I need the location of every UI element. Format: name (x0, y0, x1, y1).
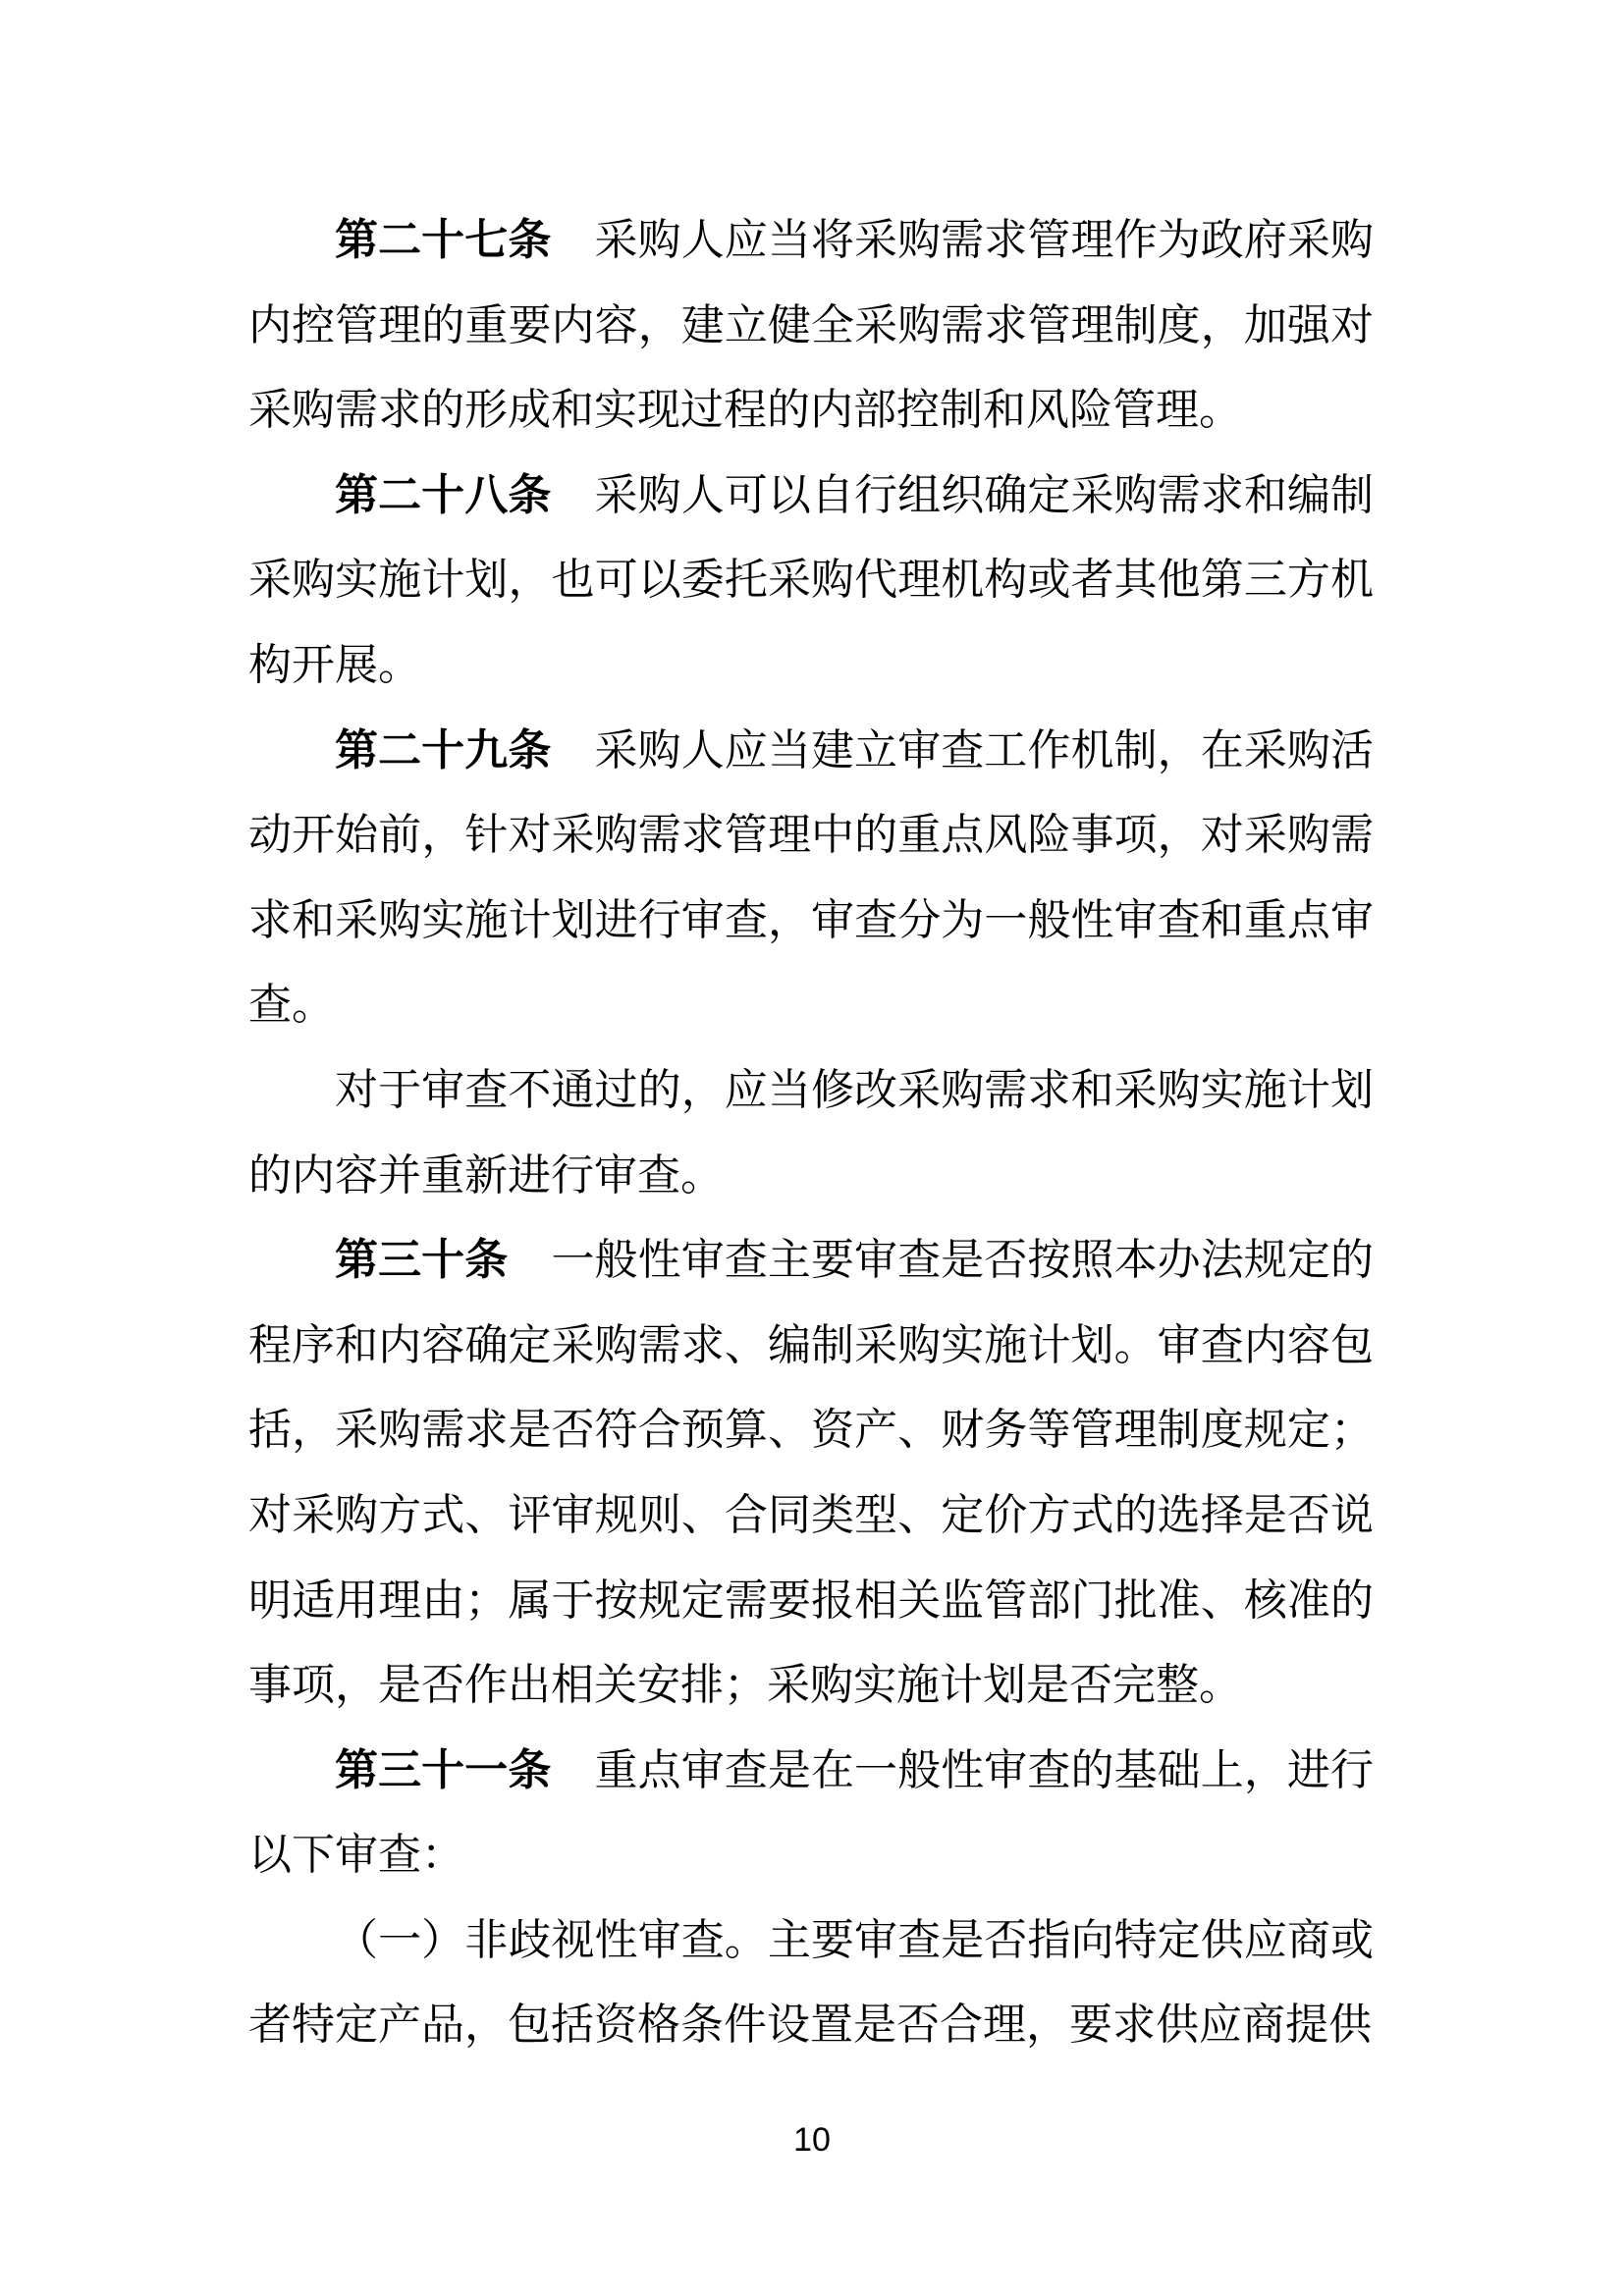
article-27-text: 采购人应当将采购需求管理作为政府采购内控管理的重要内容，建立健全采购需求管理制度，加强对采购需求的形成和实现过程的内部控制和风险管理。 (248, 216, 1375, 435)
article-28-number: 第二十八条 (335, 470, 552, 519)
paragraph-article-28 (248, 454, 1374, 709)
article-30-number: 第三十条 (335, 1236, 509, 1285)
article-29-text: 采购人应当建立审查工作机制，在采购活动开始前，针对采购需求管理中的重点风险事项，对采购需求和采购实施计划进行审查，审查分为一般性审查和重点审查。 (248, 725, 1375, 1030)
page-number: 10 (793, 2121, 831, 2159)
paragraph-review-failure (248, 1048, 1374, 1218)
article-29-number: 第二十九条 (335, 725, 552, 774)
article-27-number: 第二十七条 (335, 216, 552, 264)
paragraph-article-30 (248, 1218, 1374, 1729)
paragraph-review-failure-text: 对于审查不通过的，应当修改采购需求和采购实施计划的内容并重新进行审查。 (248, 1065, 1374, 1200)
article-31-text: 重点审查是在一般性审查的基础上，进行以下审查： (248, 1745, 1375, 1880)
paragraph-item-one (248, 1898, 1374, 2068)
paragraph-article-27 (248, 198, 1374, 454)
paragraph-item-one-text: （一）非歧视性审查。主要审查是否指向特定供应商或者特定产品，包括资格条件设置是否合理，要求供应商提供 (248, 1915, 1374, 2050)
article-28-text: 采购人可以自行组织确定采购需求和编制采购实施计划，也可以委托采购代理机构或者其他第三方机构开展。 (248, 470, 1375, 689)
article-31-number: 第三十一条 (335, 1745, 552, 1794)
document-text-block (248, 198, 1374, 2068)
paragraph-article-31 (248, 1729, 1374, 1898)
article-30-text: 一般性审查主要审查是否按照本办法规定的程序和内容确定采购需求、编制采购实施计划。审查内容包括，采购需求是否符合预算、资产、财务等管理制度规定；对采购方式、评审规则、合同类型、定价方式的选择是否说明适用理由；属于按规定需要报相关监管部门批准、核准的事项，是否作出相关安排；采购实施计划是否完整。 (248, 1236, 1375, 1710)
paragraph-article-29 (248, 709, 1374, 1048)
